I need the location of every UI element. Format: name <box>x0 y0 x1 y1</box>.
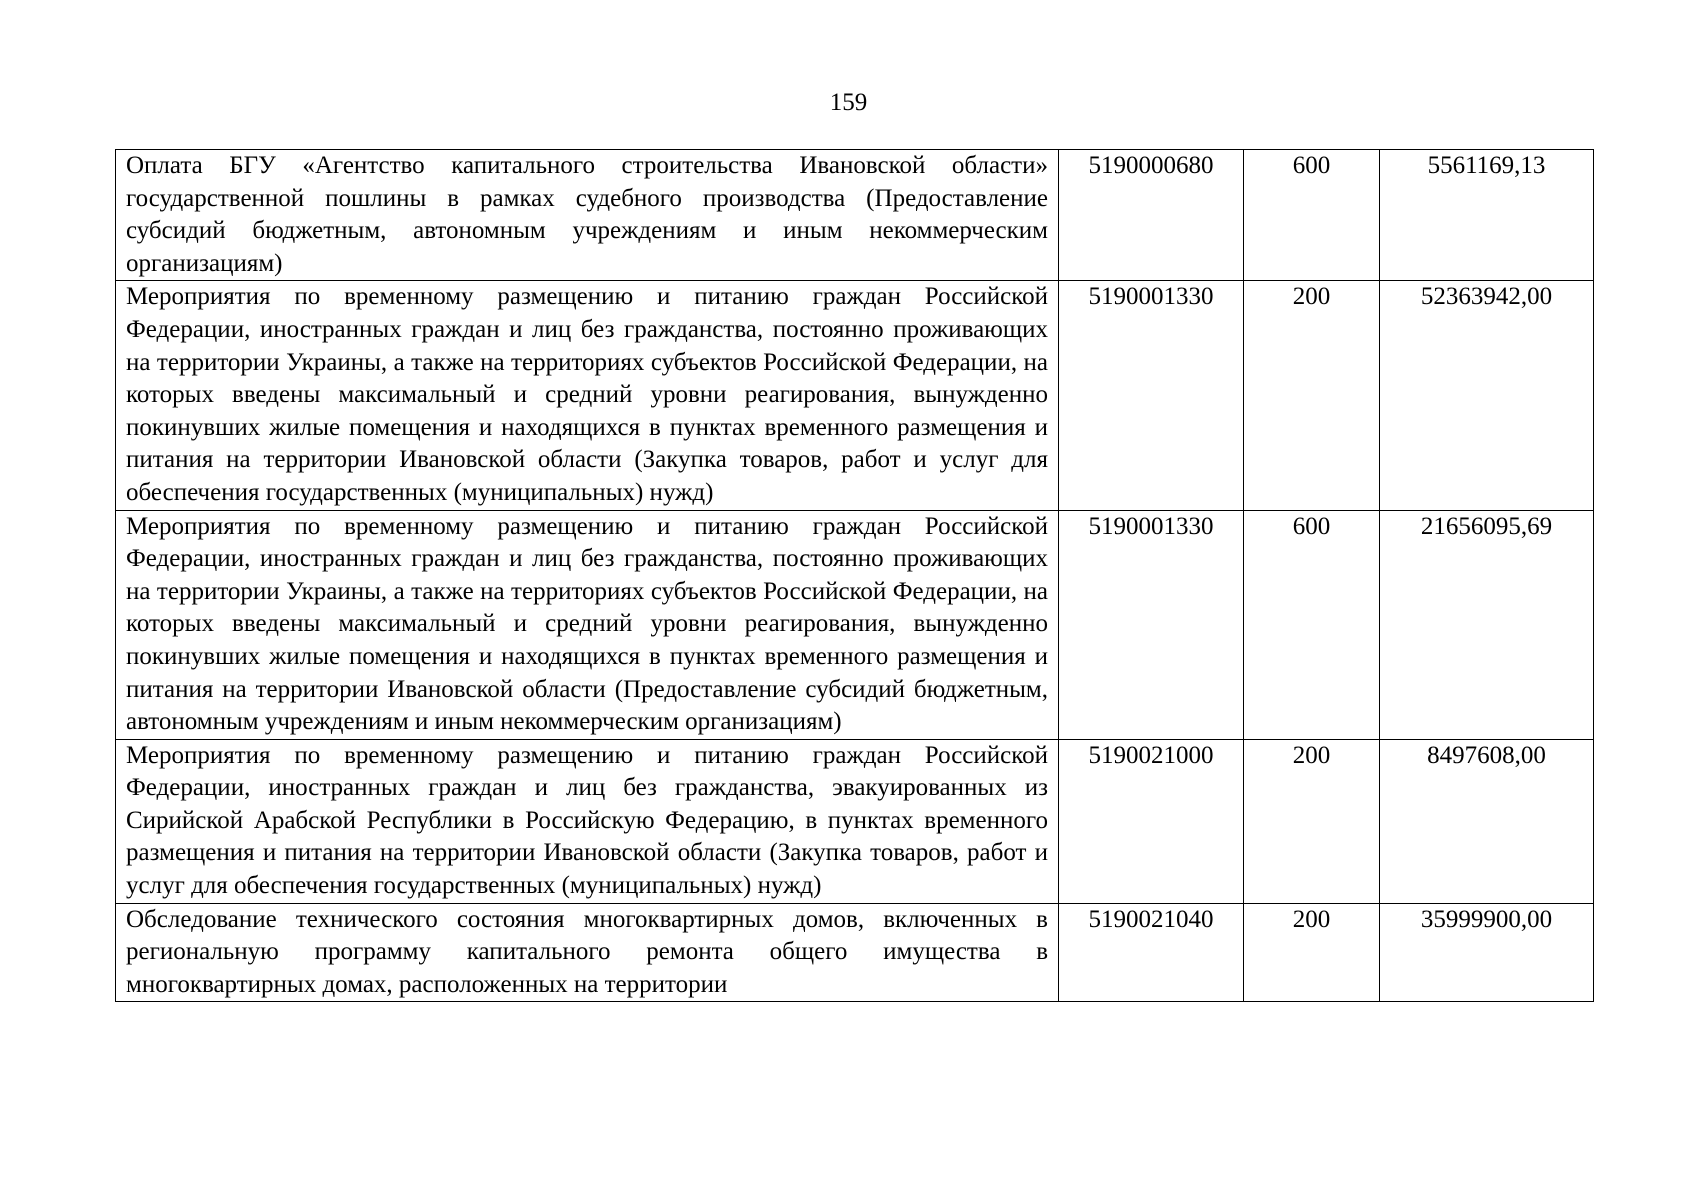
row-description-cell <box>116 281 1059 510</box>
amount: 21656095,69 <box>1420 512 1553 540</box>
expense-type: 600 <box>1292 512 1331 540</box>
amount: 8497608,00 <box>1427 741 1546 769</box>
target-code: 5190001330 <box>1088 512 1214 540</box>
amount-cell <box>1380 739 1594 903</box>
target-code: 5190021040 <box>1088 905 1214 933</box>
expense-type-cell <box>1244 903 1380 1002</box>
row-description: Мероприятия по временному размещению и питанию граждан Российской Федерации, иностранных граждан и лиц без гражданства, эвакуированных из Сирийской Арабской Республики в Российскую Федерацию, в пунктах временного размещения и питания на территории Ивановской области (Закупка товаров, работ и услуг для обеспечения государственных (муниципальных) нужд) <box>126 741 1048 900</box>
amount-cell <box>1380 281 1594 510</box>
expense-type: 200 <box>1292 905 1331 933</box>
expense-type-cell <box>1244 150 1380 281</box>
expense-type: 200 <box>1292 741 1331 769</box>
expense-type-cell <box>1244 510 1380 739</box>
amount: 35999900,00 <box>1420 905 1553 933</box>
target-code: 5190021000 <box>1088 741 1214 769</box>
target-code-cell <box>1059 903 1244 1002</box>
table-row <box>116 739 1594 903</box>
row-description: Мероприятия по временному размещению и питанию граждан Российской Федерации, иностранных граждан и лиц без гражданства, постоянно проживающих на территории Украины, а также на территориях субъектов Российской Федерации, на которых введены максимальный и средний уровни реагирования, вынужденно покинувших жилые помещения и находящихся в пунктах временного размещения и питания на территории Ивановской области (Закупка товаров, работ и услуг для обеспечения государственных (муниципальных) нужд) <box>126 283 1048 506</box>
row-description-cell <box>116 903 1059 1002</box>
expense-type-cell <box>1244 739 1380 903</box>
table-row <box>116 150 1594 281</box>
row-description: Обследование технического состояния многоквартирных домов, включенных в региональную программу капитального ремонта общего имущества в многоквартирных домах, расположенных на территории <box>126 905 1048 998</box>
amount: 52363942,00 <box>1420 283 1553 311</box>
target-code-cell <box>1059 281 1244 510</box>
expense-type: 200 <box>1292 283 1331 311</box>
table-row <box>116 903 1594 1002</box>
row-description-cell <box>116 510 1059 739</box>
table-row <box>116 510 1594 739</box>
amount-cell <box>1380 903 1594 1002</box>
row-description: Мероприятия по временному размещению и питанию граждан Российской Федерации, иностранных граждан и лиц без гражданства, постоянно проживающих на территории Украины, а также на территориях субъектов Российской Федерации, на которых введены максимальный и средний уровни реагирования, вынужденно покинувших жилые помещения и находящихся в пунктах временного размещения и питания на территории Ивановской области (Предоставление субсидий бюджетным, автономным учреждениям и иным некоммерческим организациям) <box>126 512 1048 736</box>
target-code: 5190000680 <box>1088 152 1214 179</box>
budget-table <box>115 149 1594 1002</box>
row-description-cell <box>116 739 1059 903</box>
row-description-cell <box>116 150 1059 281</box>
table-row <box>116 281 1594 510</box>
page-number: 159 <box>829 89 868 116</box>
row-description: Оплата БГУ «Агентство капитального строительства Ивановской области» государственной пошлины в рамках судебного производства (Предоставление субсидий бюджетным, автономным учреждениям и иным некоммерческим организациям) <box>126 152 1048 277</box>
target-code-cell <box>1059 150 1244 281</box>
amount-cell <box>1380 510 1594 739</box>
amount-cell <box>1380 150 1594 281</box>
amount: 5561169,13 <box>1427 152 1546 179</box>
target-code: 5190001330 <box>1088 283 1214 311</box>
expense-type: 600 <box>1292 152 1331 179</box>
expense-type-cell <box>1244 281 1380 510</box>
target-code-cell <box>1059 510 1244 739</box>
target-code-cell <box>1059 739 1244 903</box>
